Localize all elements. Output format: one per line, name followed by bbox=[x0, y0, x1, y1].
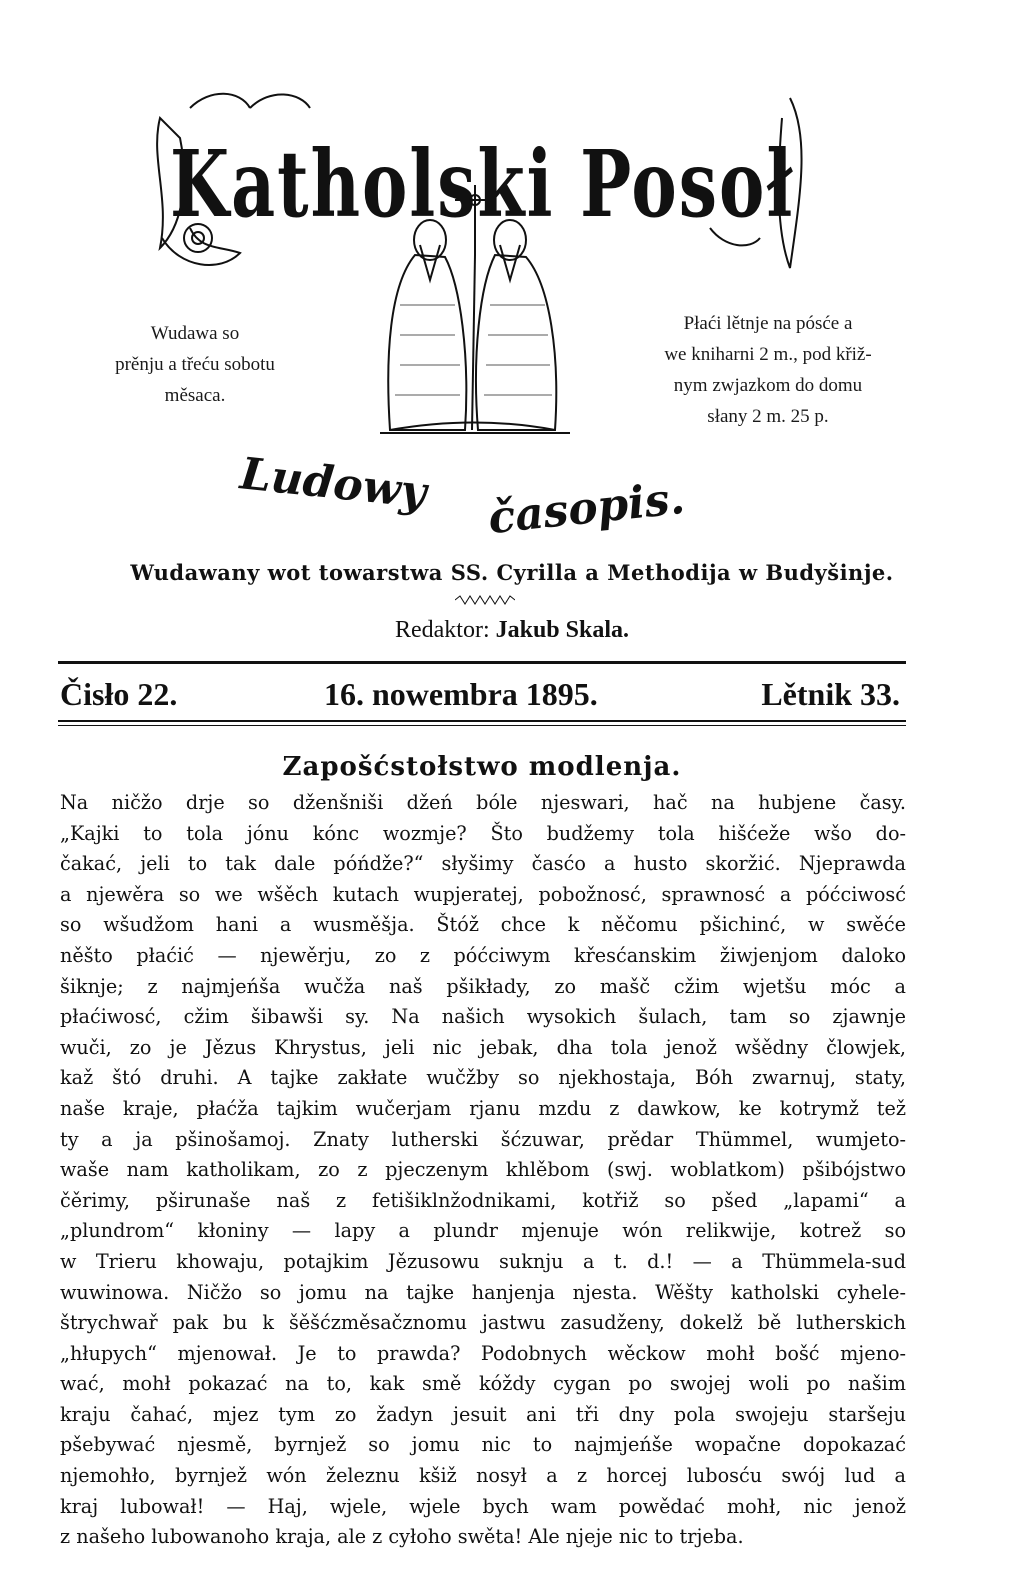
article-line: ty a ja pšinošamoj. Znaty lutherski šćzuwar, prědar Thümmel, wumjeto- bbox=[60, 1127, 906, 1151]
masthead-subtitle bbox=[218, 438, 778, 548]
subtitle-word-2: časopis. bbox=[485, 472, 688, 545]
article-line: štrychwař pak bu k šěšćzměsačznomu jastwu zasudženy, dokelž bě lutherskich bbox=[60, 1311, 906, 1335]
masthead-title: Katholski Posoł bbox=[170, 131, 795, 239]
editor-label: Redaktor: bbox=[394, 617, 490, 643]
article-title: Zapošćstołstwo modlenja. bbox=[282, 752, 682, 782]
price-line: nym zwjazkom do domu bbox=[673, 375, 863, 396]
article-line: wać, mohł pokazać na to, kak smě kóždy cygan po swojej woli po našim bbox=[60, 1372, 906, 1396]
issue-date: 16. nowembra 1895. bbox=[324, 676, 598, 712]
article-line: wuwinowa. Ničžo so jomu na tajke hanjenja njesta. Wěšty katholski cyhele- bbox=[60, 1280, 906, 1304]
publisher-line: Wudawany wot towarstwa SS. Cyrilla a Methodija w Budyšinje. bbox=[130, 560, 894, 585]
article-line: čakać, jeli to tak dale póńdže?“ słyšimy časćo a husto skoržić. Njeprawda bbox=[60, 852, 906, 876]
article-line: čěrimy, pširunaše naš z fetišiklnžodnikami, kotřiž so pšed „lapami“ a bbox=[60, 1188, 906, 1212]
article-body bbox=[60, 788, 906, 1553]
article-line: waše nam katholikam, zo z pjeczenym khlěbom (swj. woblatkom) pšibójstwo bbox=[60, 1158, 906, 1182]
schedule-line: měsaca. bbox=[164, 385, 226, 406]
publication-schedule-note bbox=[70, 318, 320, 411]
article-line: „Kajki to tola jónu kónc wozmje? Što budžemy tola hišćeže wšo do- bbox=[60, 821, 906, 845]
schedule-line: Wudawa so bbox=[150, 323, 240, 344]
article-line: kraju čahać, mjez tym zo žadyn jesuit ani tři dny pola swojeju staršeju bbox=[60, 1402, 906, 1426]
divider-ornament bbox=[455, 595, 515, 605]
article-line: „plundrom“ kłoniny — lapy a plundr mjenuje wón relikwije, kotrež so bbox=[60, 1219, 906, 1243]
editor-line bbox=[92, 617, 932, 644]
article-line: něšto płaćić — njewěrju, zo z póćciwym křesćanskim žiwjenjom daloko bbox=[60, 943, 906, 967]
issue-info-row bbox=[60, 676, 904, 716]
issue-number: Čisło 22. bbox=[60, 676, 178, 712]
article-line: kaž štó druhi. A tajke zakłate wučžby so njekhostaja, Bóh zwarnuj, staty, bbox=[60, 1066, 906, 1090]
price-line: Płaći lětnje na pósće a bbox=[683, 313, 853, 334]
article-line: naše kraje, płaćža tajkim wučerjam rjanu mzdu z dawkow, ke kotrymž tež bbox=[60, 1096, 906, 1120]
article-line: Na ničžo drje so dženšniši džeń bóle njeswari, hač na hubjene časy. bbox=[60, 791, 906, 814]
article-line: płaćiwosć, cžim šibawši sy. Na našich wysokich šulach, tam so zjawnje bbox=[60, 1005, 906, 1029]
article-line: njemohło, byrnjež wón železnu kšiž nosył a z horcej lubosću swój lud a bbox=[60, 1464, 906, 1488]
bottom-rule bbox=[58, 720, 906, 722]
subtitle-word-1: Ludowy bbox=[237, 448, 429, 519]
article-line: so wšudžom hani a wusměšja. Štóž chce k něčomu pšichinć, w swěće bbox=[60, 913, 906, 937]
article-line: kraj lubował! — Haj, wjele, wjele bych wam powědać mohł, nic jenož bbox=[60, 1494, 906, 1518]
article-line: z našeho lubowanoho kraja, ale z cyłoho swěta! Ale njeje nic to trjeba. bbox=[60, 1525, 744, 1549]
article-line: wuči, zo je Jězus Khrystus, jeli nic jebak, dha tola jenož wšědny člowjek, bbox=[60, 1035, 906, 1059]
editor-name: Jakub Skala. bbox=[495, 617, 630, 643]
price-line: słany 2 m. 25 p. bbox=[707, 406, 829, 427]
article-line: šiknje; z najmjeńša wučža naš pšikłady, zo mašč cžim wjetšu móc a bbox=[60, 974, 906, 998]
article-line: pšebywać njesmě, byrnjež so jomu nic to najmjeńše wopačne dopokazać bbox=[60, 1433, 906, 1457]
bottom-rule-thin bbox=[58, 725, 906, 726]
subscription-price-note bbox=[628, 308, 908, 432]
schedule-line: prěnju a třeću sobotu bbox=[115, 354, 275, 375]
price-line: we kniharni 2 m., pod křiž- bbox=[664, 344, 872, 365]
saints-cyril-methodius-illustration bbox=[360, 185, 590, 435]
top-rule bbox=[58, 661, 906, 664]
article-line: „hłupych“ mjenował. Je to prawda? Podobnych wěckow mohł bošć mjeno- bbox=[60, 1341, 906, 1365]
issue-volume: Lětnik 33. bbox=[761, 676, 900, 712]
article-line: a njewěra so we wšěch kutach wupjeratej, pobožnosć, sprawnosć a póćciwosć bbox=[60, 882, 906, 906]
article-line: w Trieru khowaju, potajkim Jězusowu suknju a t. d.! — a Thümmela-sud bbox=[60, 1249, 906, 1273]
